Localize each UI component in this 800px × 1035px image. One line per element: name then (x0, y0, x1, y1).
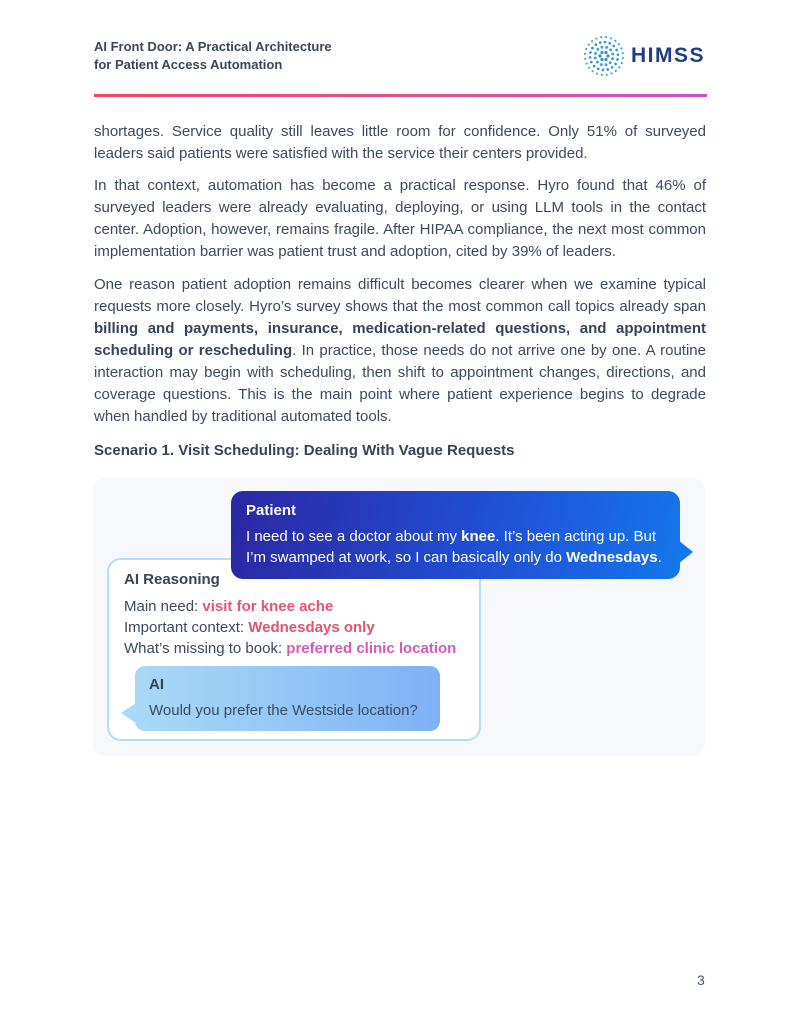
paragraph-3-text-b: . In practice, those needs do not arrive one by one. A routine interaction may begin with scheduling, then shift to appointment changes, directions, and coverage questions. This is the main point where patient experience begins to degrade when handled by traditional automated tools. (94, 342, 706, 425)
logo-dot (602, 69, 605, 72)
logo-dot (605, 46, 608, 49)
patient-label: Patient (246, 502, 297, 519)
reasoning-context (124, 619, 375, 636)
logo-dot (618, 43, 620, 45)
header-divider (94, 94, 707, 97)
logo-dot (621, 62, 623, 64)
logo-dot (611, 66, 614, 69)
logo-dot (595, 43, 598, 46)
paragraph-3-bold: billing and payments, insurance, medication-related questions, and appointment scheduling or rescheduling (94, 320, 706, 359)
logo-dot (596, 61, 599, 64)
logo-dot (622, 57, 624, 59)
logo-dot (591, 47, 594, 50)
logo-dot (589, 56, 592, 59)
logo-dot (614, 40, 616, 42)
logo-dot (606, 68, 609, 71)
logo-text: HIMSS (631, 44, 706, 67)
logo-dot (614, 63, 617, 66)
reasoning-main-need (124, 598, 333, 615)
logo-dot (588, 44, 590, 46)
logo-dot (606, 54, 609, 57)
patient-message (246, 526, 662, 568)
logo-dot (604, 51, 607, 54)
logo-dot (611, 53, 614, 56)
patient-bubble-tail (678, 540, 693, 564)
context-value: Wednesdays only (248, 619, 375, 636)
logo-dot (594, 52, 597, 55)
patient-text-2b: . (657, 549, 662, 566)
logo-dot (596, 48, 599, 51)
paragraph-1: shortages. Service quality still leaves little room for confidence. Only 51% of surveyed leaders said patients were satisfied with the service their centers provided. (94, 123, 706, 162)
logo-dot (592, 70, 594, 72)
logo-dot (610, 37, 612, 39)
page-number: 3 (697, 972, 705, 988)
himss-logo (582, 34, 712, 78)
logo-dot (610, 72, 612, 74)
main-need-value: visit for knee ache (202, 598, 334, 615)
logo-dot (604, 41, 607, 44)
header-title-line-2: for Patient Access Automation (94, 57, 283, 72)
patient-message-line-1 (246, 526, 662, 547)
logo-dot (622, 52, 624, 54)
logo-dot (609, 61, 612, 64)
paragraph-3 (94, 274, 706, 428)
context-label: Important context: (124, 619, 249, 636)
logo-dot (604, 58, 607, 61)
document-header-title (94, 38, 332, 74)
logo-dot (600, 36, 602, 38)
logo-dot (617, 53, 620, 56)
ai-message-bubble (135, 666, 440, 731)
missing-value: preferred clinic location (286, 640, 457, 657)
logo-dot (600, 63, 603, 66)
reasoning-missing (124, 640, 456, 657)
logo-dot (612, 45, 615, 48)
logo-dot (611, 57, 614, 60)
patient-text-1a: I need to see a doctor about my (246, 528, 462, 545)
logo-dot (600, 58, 603, 61)
ai-label: AI (149, 676, 164, 693)
logo-dot (596, 73, 598, 75)
logo-dot (601, 74, 603, 76)
patient-text-1b: . It’s been acting up. But (495, 528, 657, 545)
logo-dot (585, 62, 587, 64)
logo-dot (609, 48, 612, 51)
logo-dot (584, 53, 586, 55)
logo-dot (620, 47, 622, 49)
logo-dot (608, 42, 611, 45)
logo-dot (589, 51, 592, 54)
logo-dot (593, 65, 596, 68)
logo-dot (584, 58, 586, 60)
patient-text-2a: I’m swamped at work, so I can basically only do (246, 549, 567, 566)
logo-dot (605, 36, 607, 38)
logo-dot (594, 57, 597, 60)
patient-message-line-2 (246, 547, 662, 568)
logo-dot (599, 41, 602, 44)
logo-dot (616, 58, 619, 61)
logo-dot (615, 70, 617, 72)
missing-label: What’s missing to book: (124, 640, 287, 657)
patient-bold-knee: knee (461, 528, 496, 545)
patient-bold-wednesdays: Wednesdays (566, 549, 658, 566)
logo-dot (595, 37, 597, 39)
main-need-label: Main need: (124, 598, 203, 615)
paragraph-2: In that context, automation has become a practical response. Hyro found that 46% of surveyed leaders were already evaluating, deploying, or using LLM tools in the contact center. Adoption, however, remains fragile. After HIPAA compliance, the next most common implementation barrier was patient trust and adoption, cited by 39% of leaders. (94, 177, 706, 260)
logo-dot (601, 46, 604, 49)
logo-dot (588, 67, 590, 69)
ai-message: Would you prefer the Westside location? (149, 702, 418, 719)
logo-dot (615, 49, 618, 52)
scenario-title: Scenario 1. Visit Scheduling: Dealing With Vague Requests (94, 442, 515, 459)
ai-reasoning-heading: AI Reasoning (124, 571, 220, 588)
logo-dot (618, 66, 620, 68)
logo-dot (598, 54, 601, 57)
header-title-line-1: AI Front Door: A Practical Architecture (94, 39, 332, 54)
patient-message-bubble (231, 491, 680, 579)
dotted-globe-icon (582, 34, 626, 78)
logo-dot (605, 63, 608, 66)
paragraph-3-text-a: One reason patient adoption remains difficult becomes clearer when we examine typical requests more closely. Hyro’s survey shows that the most common call topics already span (94, 276, 706, 315)
logo-dot (591, 40, 593, 42)
logo-dot (597, 67, 600, 70)
logo-dot (606, 74, 608, 76)
ai-bubble-tail (121, 703, 136, 723)
logo-dot (590, 61, 593, 64)
logo-dot (585, 48, 587, 50)
logo-dot (600, 51, 603, 54)
